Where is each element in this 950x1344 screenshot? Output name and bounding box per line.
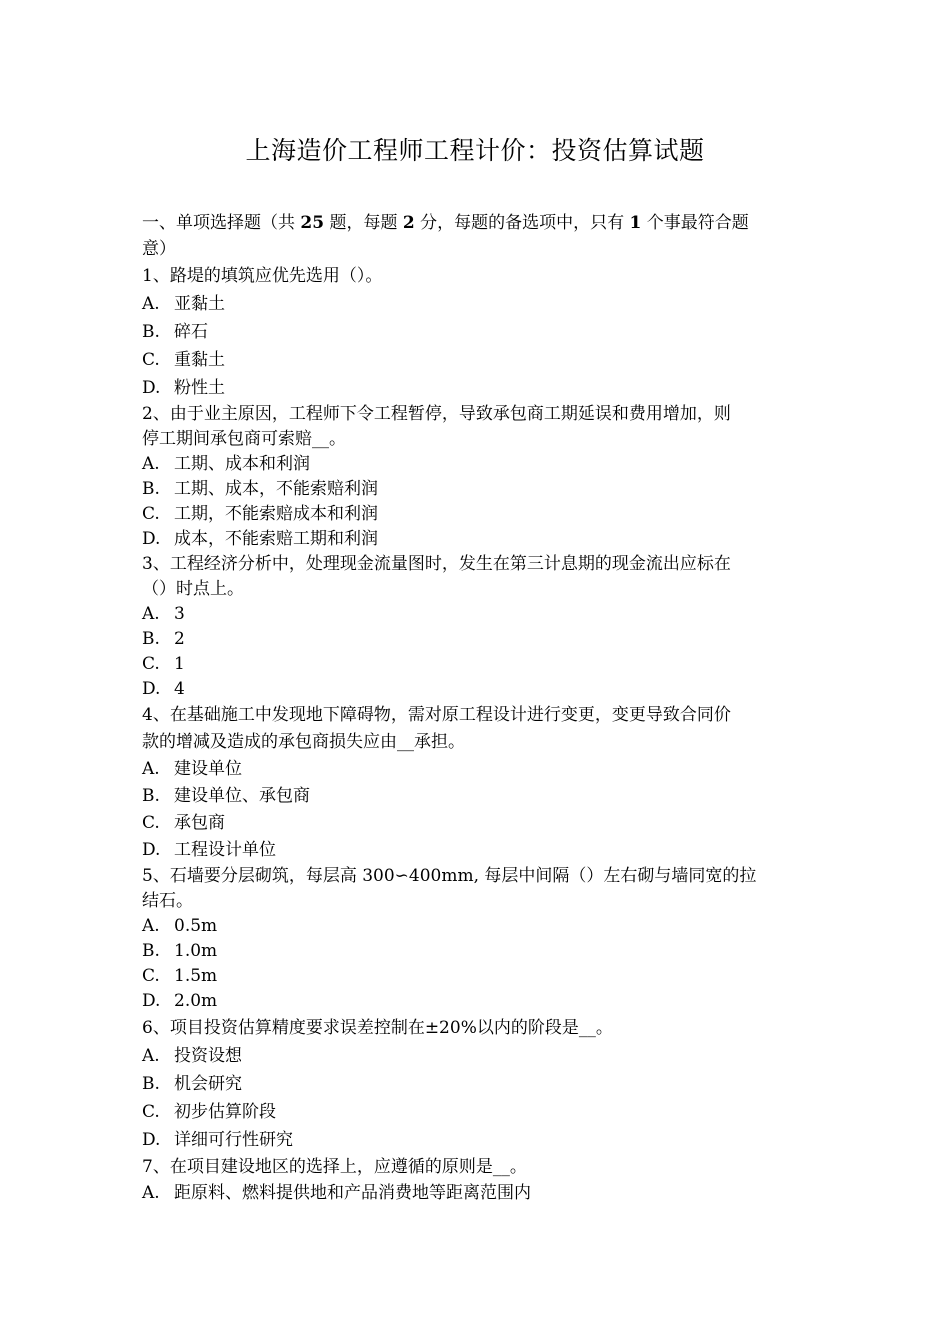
option-text: 3 bbox=[174, 604, 185, 624]
option-text: 工期、成本，不能索赔利润 bbox=[174, 479, 378, 499]
option-text: 2 bbox=[174, 629, 185, 649]
option-text: 投资设想 bbox=[174, 1046, 242, 1066]
question-7-option-a bbox=[142, 1180, 807, 1206]
option-letter: D. bbox=[142, 840, 161, 860]
question-1-option-a bbox=[142, 290, 807, 318]
points-per-question: 2 bbox=[402, 213, 415, 233]
option-letter: A. bbox=[142, 759, 160, 779]
option-letter: B. bbox=[142, 786, 160, 806]
question-3-stem: 3、工程经济分析中，处理现金流量图时，发生在第三计息期的现金流出应标在 bbox=[142, 554, 731, 574]
option-letter: D. bbox=[142, 1130, 161, 1150]
question-2-option-b bbox=[142, 477, 807, 502]
section-heading-text: 分，每题的备选项中，只有 bbox=[414, 213, 630, 233]
option-text: 2.0m bbox=[174, 991, 218, 1011]
option-text: 初步估算阶段 bbox=[174, 1102, 276, 1122]
question-5-option-a bbox=[142, 914, 807, 939]
option-letter: C. bbox=[142, 504, 160, 524]
question-1-option-c bbox=[142, 346, 807, 374]
option-text: 工期、成本和利润 bbox=[174, 454, 310, 474]
section-heading-text: 题，每题 bbox=[324, 213, 403, 233]
question-5-stem-continued: 结石。 bbox=[142, 891, 193, 911]
option-text: 成本，不能索赔工期和利润 bbox=[174, 529, 378, 549]
question-2-stem-continued: 停工期间承包商可索赔__。 bbox=[142, 429, 346, 449]
option-letter: C. bbox=[142, 1102, 160, 1122]
question-7-stem: 7、在项目建设地区的选择上，应遵循的原则是__。 bbox=[142, 1157, 527, 1177]
option-letter: A. bbox=[142, 916, 160, 936]
option-letter: A. bbox=[142, 454, 160, 474]
question-4-stem: 4、在基础施工中发现地下障碍物，需对原工程设计进行变更，变更导致合同价 bbox=[142, 705, 731, 725]
question-6-option-d bbox=[142, 1126, 807, 1154]
option-letter: A. bbox=[142, 294, 160, 314]
option-letter: B. bbox=[142, 322, 160, 342]
question-1-stem: 1、路堤的填筑应优先选用（）。 bbox=[142, 266, 383, 286]
option-text: 工程设计单位 bbox=[174, 840, 276, 860]
option-text: 工期，不能索赔成本和利润 bbox=[174, 504, 378, 524]
option-letter: D. bbox=[142, 991, 161, 1011]
option-letter: A. bbox=[142, 604, 160, 624]
question-2-stem: 2、由于业主原因，工程师下令工程暂停，导致承包商工期延误和费用增加，则 bbox=[142, 404, 731, 424]
option-text: 详细可行性研究 bbox=[174, 1130, 293, 1150]
option-text: 4 bbox=[174, 679, 185, 699]
option-text: 1.5m bbox=[174, 966, 218, 986]
section-heading-text: 个事最符合题 bbox=[641, 213, 749, 233]
option-letter: C. bbox=[142, 966, 160, 986]
question-3-option-a bbox=[142, 602, 807, 627]
question-6-stem: 6、项目投资估算精度要求误差控制在±20%以内的阶段是__。 bbox=[142, 1018, 613, 1038]
question-3-option-d bbox=[142, 677, 807, 702]
question-5-option-b bbox=[142, 939, 807, 964]
option-text: 0.5m bbox=[174, 916, 218, 936]
option-letter: B. bbox=[142, 1074, 160, 1094]
question-4-option-d bbox=[142, 837, 807, 864]
question-2-option-d bbox=[142, 527, 807, 552]
option-text: 碎石 bbox=[174, 322, 208, 342]
section-heading bbox=[142, 210, 807, 236]
document-body bbox=[142, 210, 807, 1206]
option-letter: C. bbox=[142, 654, 160, 674]
option-letter: B. bbox=[142, 479, 160, 499]
option-letter: C. bbox=[142, 813, 160, 833]
question-5-option-c bbox=[142, 964, 807, 989]
option-text: 承包商 bbox=[174, 813, 225, 833]
option-letter: B. bbox=[142, 941, 160, 961]
correct-count: 1 bbox=[629, 213, 642, 233]
option-text: 重黏土 bbox=[174, 350, 225, 370]
question-4-stem-continued: 款的增减及造成的承包商损失应由__承担。 bbox=[142, 732, 465, 752]
question-2-option-c bbox=[142, 502, 807, 527]
option-text: 粉性土 bbox=[174, 378, 225, 398]
question-4-option-b bbox=[142, 783, 807, 810]
question-4-option-a bbox=[142, 756, 807, 783]
question-6-option-c bbox=[142, 1098, 807, 1126]
section-heading-continued: 意） bbox=[142, 239, 176, 259]
option-letter: A. bbox=[142, 1046, 160, 1066]
question-3-stem-continued: （）时点上。 bbox=[142, 579, 244, 599]
question-2-option-a bbox=[142, 452, 807, 477]
option-text: 距原料、燃料提供地和产品消费地等距离范围内 bbox=[174, 1183, 531, 1203]
question-5-option-d bbox=[142, 989, 807, 1014]
option-letter: A. bbox=[142, 1183, 160, 1203]
question-count: 25 bbox=[300, 213, 325, 233]
option-text: 机会研究 bbox=[174, 1074, 242, 1094]
option-letter: D. bbox=[142, 529, 161, 549]
option-text: 建设单位 bbox=[174, 759, 242, 779]
question-1-option-d bbox=[142, 374, 807, 402]
option-text: 建设单位、承包商 bbox=[174, 786, 310, 806]
question-3-option-c bbox=[142, 652, 807, 677]
option-text: 亚黏土 bbox=[174, 294, 225, 314]
option-letter: D. bbox=[142, 679, 161, 699]
option-text: 1.0m bbox=[174, 941, 218, 961]
option-letter: B. bbox=[142, 629, 160, 649]
question-6-option-b bbox=[142, 1070, 807, 1098]
question-1-option-b bbox=[142, 318, 807, 346]
document-title: 上海造价工程师工程计价：投资估算试题 bbox=[245, 136, 705, 165]
question-5-stem: 5、石墙要分层砌筑，每层高 300∽400mm, 每层中间隔（）左右砌与墙同宽的拉 bbox=[142, 866, 757, 886]
question-6-option-a bbox=[142, 1042, 807, 1070]
option-text: 1 bbox=[174, 654, 185, 674]
question-3-option-b bbox=[142, 627, 807, 652]
question-4-option-c bbox=[142, 810, 807, 837]
option-letter: D. bbox=[142, 378, 161, 398]
section-heading-text: 一、单项选择题（共 bbox=[142, 213, 301, 233]
option-letter: C. bbox=[142, 350, 160, 370]
